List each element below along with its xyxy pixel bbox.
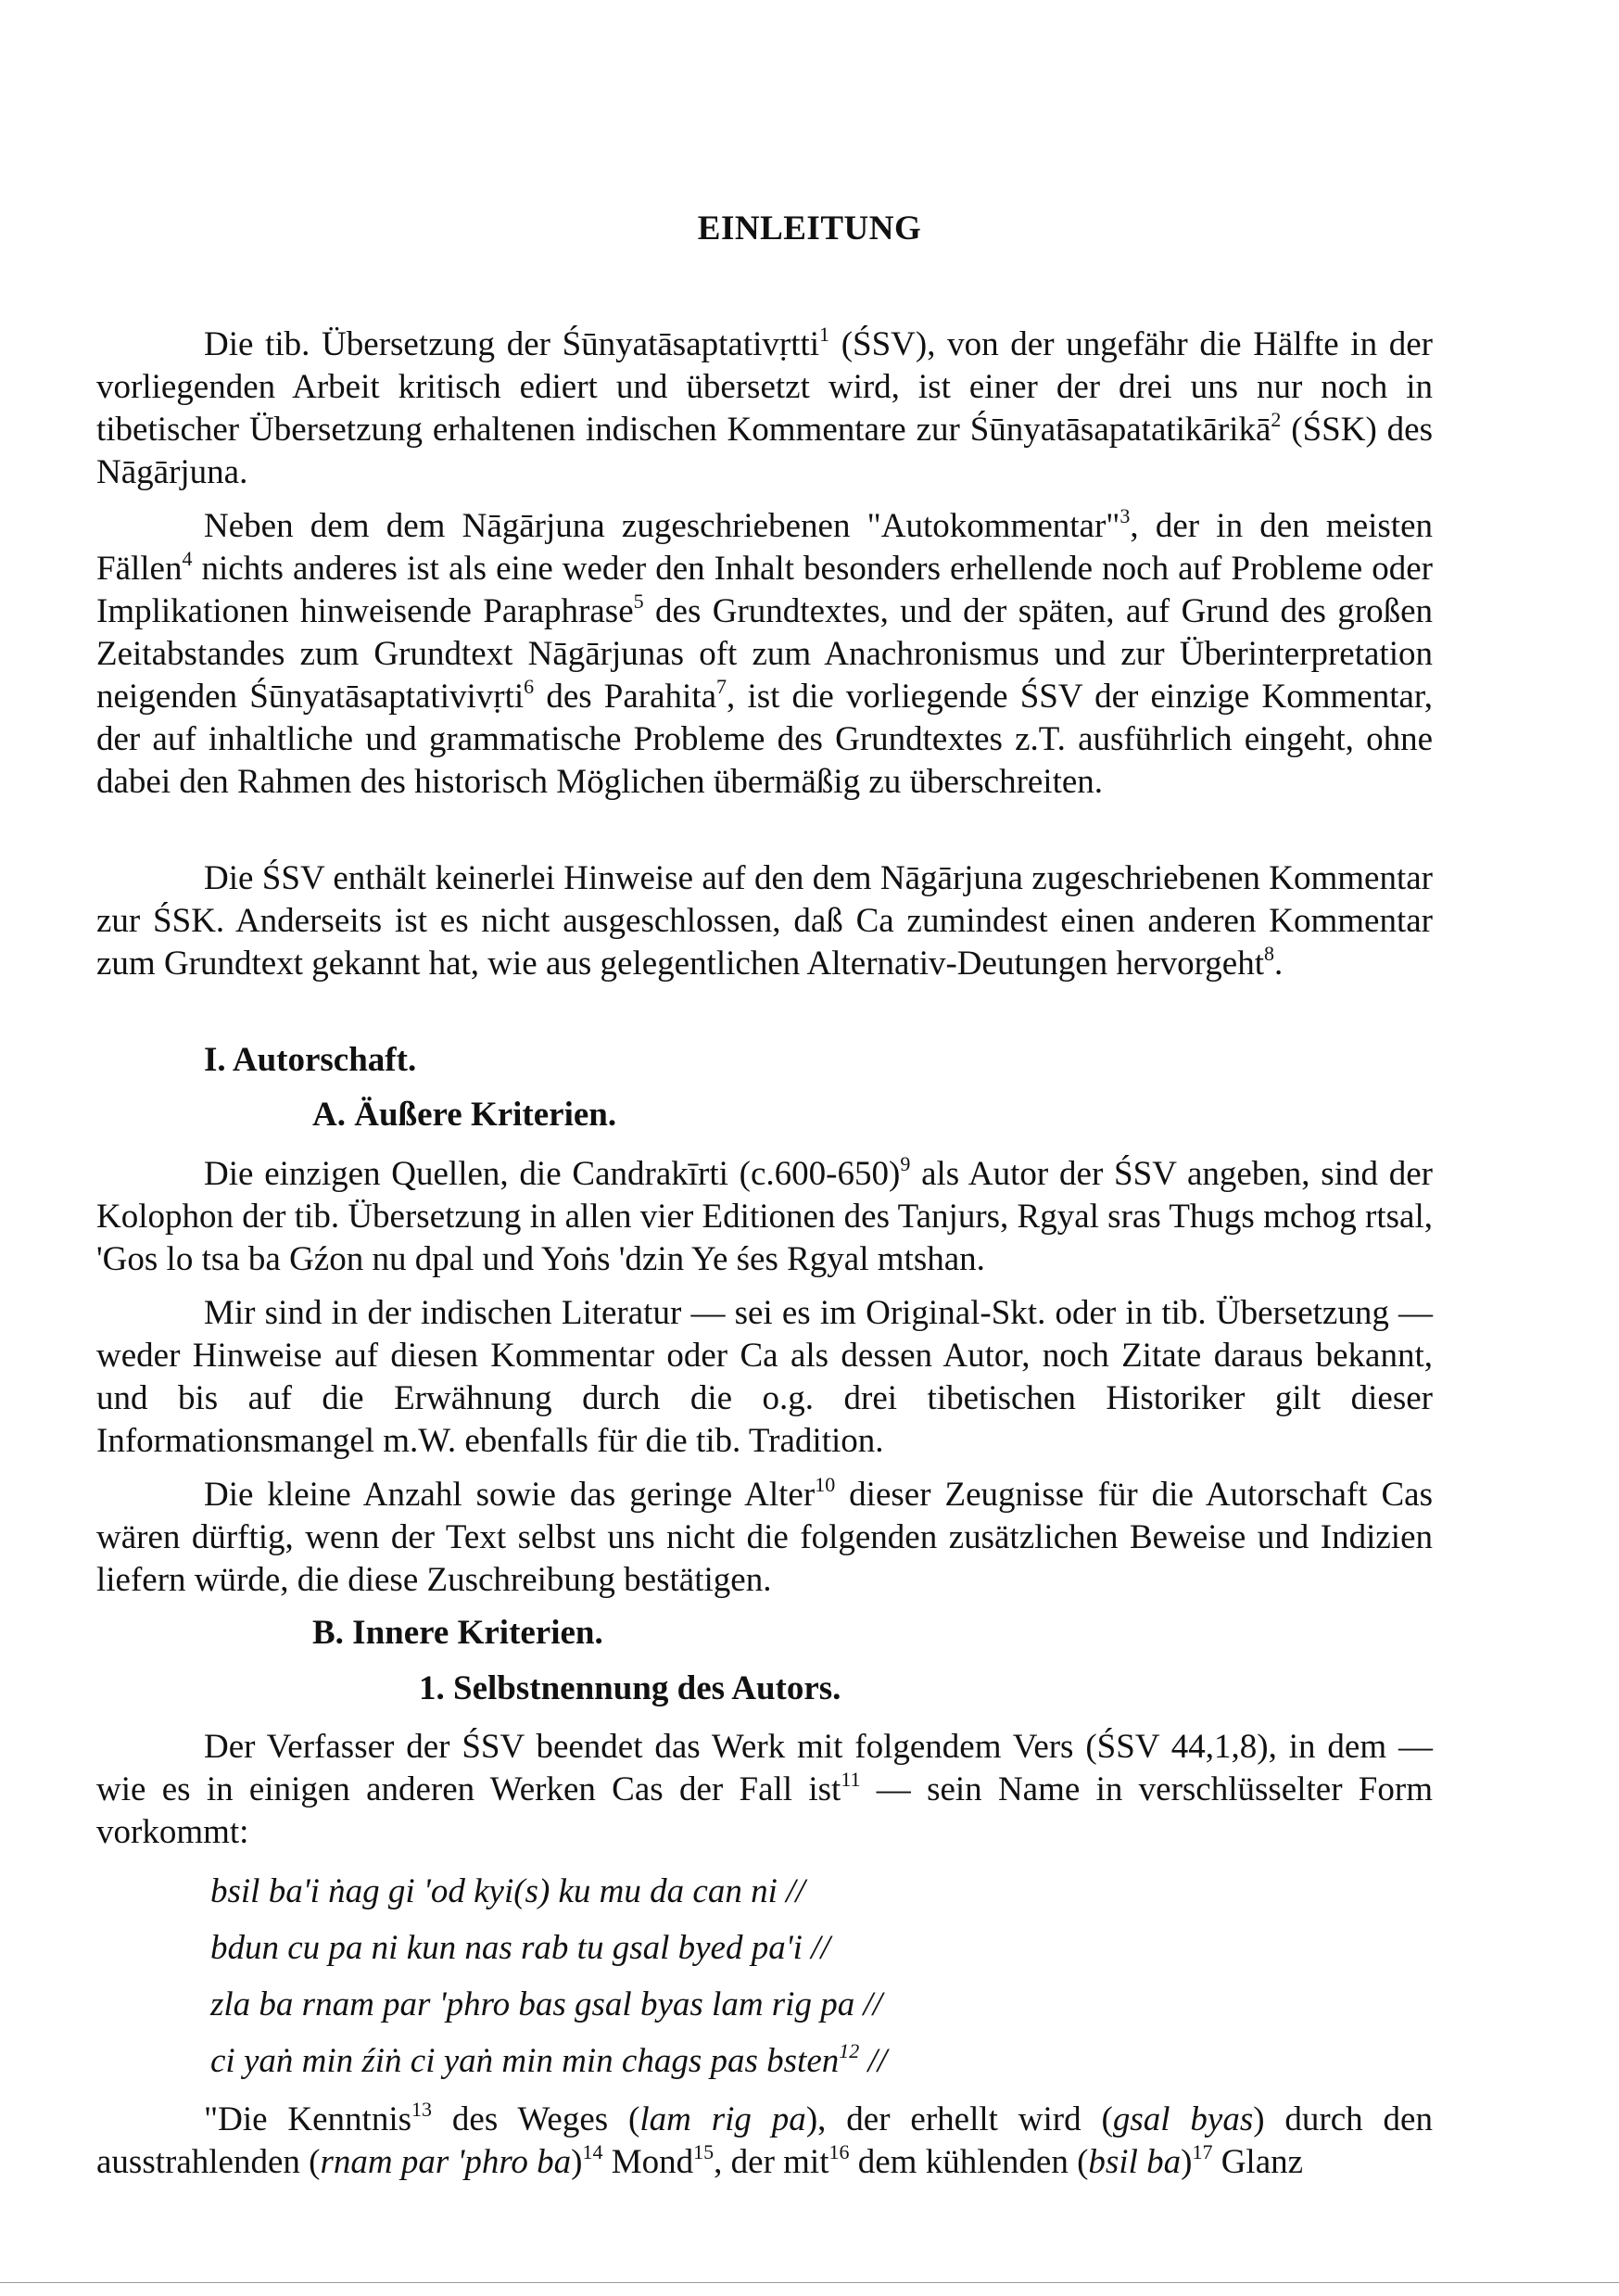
paragraph-1 [96, 323, 1433, 494]
footnote-ref: 13 [411, 2098, 433, 2121]
verse-4-text: ci yaṅ min źiṅ ci yaṅ min min chags pas bsten [210, 2042, 840, 2080]
verse-line-2: bdun cu pa ni kun nas rab tu gsal byed pa'i // [210, 1929, 830, 1967]
footnote-ref: 1 [819, 323, 830, 346]
footnote-ref: 10 [815, 1473, 836, 1496]
p4-text-a: Die einzigen Quellen, die Candrakīrti (c.600-650) [204, 1155, 901, 1193]
p8-tibetan-term: rnam par 'phro ba [320, 2143, 572, 2181]
p8-text-e: ) [571, 2143, 583, 2181]
p7-text-a: Der Verfasser der ŚSV beendet das Werk mit folgendem Vers (ŚSV 44,1,8), in dem — wie es in einigen anderen Werken Cas der Fall ist [96, 1728, 1433, 1808]
footnote-ref: 5 [633, 590, 644, 613]
page-title: EINLEITUNG [697, 209, 922, 247]
paragraph-4 [96, 1153, 1433, 1281]
p8-text-h: dem kühlenden ( [849, 2143, 1089, 2181]
p8-tibetan-term: gsal byas [1112, 2100, 1254, 2138]
p6-text-b: dieser Zeugnisse für die Autorschaft Cas wären dürftig, wenn der Text selbst uns nicht die folgenden zusätzlichen Beweise und Indizien liefern würde, die diese Zuschreibung bestätigen. [96, 1476, 1434, 1599]
footnote-ref: 4 [182, 547, 193, 570]
p4-text-b: als Autor der ŚSV angeben, sind der Kolophon der tib. Übersetzung in allen vier Editionen des Tanjurs, Rgyal sras Thugs mchog rtsal, 'Gos lo tsa ba Gźon nu dpal und Yoṅs 'dzin Ye śes Rgyal mtshan. [96, 1155, 1433, 1278]
bottom-rule [0, 2282, 1619, 2283]
paragraph-2 [96, 505, 1433, 804]
p8-tibetan-term: lam rig pa [639, 2100, 806, 2138]
p2-text-c: nichts anderes ist als eine weder den Inhalt besonders erhellende noch auf Probleme oder Implikationen hinweisende Paraphrase [96, 550, 1433, 630]
p2-text-a: Neben dem dem Nāgārjuna zugeschriebenen "Autokommentar" [204, 507, 1120, 545]
p5-text: Mir sind in der indischen Literatur — sei es im Original-Skt. oder in tib. Übersetzung — weder Hinweise auf diesen Kommentar oder Ca als dessen Autor, noch Zitate daraus bekannt, und bis auf die Erwähnung durch die o.g. drei tibetischen Historiker gilt dieser Informationsmangel m.W. ebenfalls für die tib. Tradition. [96, 1294, 1433, 1460]
paragraph-3 [96, 857, 1433, 985]
p3-text-a: Die ŚSV enthält keinerlei Hinweise auf den dem Nāgārjuna zugeschriebenen Kommentar zur ŚSK. Anderseits ist es nicht ausgeschlossen, daß Ca zumindest einen anderen Kommentar zum Grundtext gekannt hat, wie aus gelegentlichen Alternativ-Deutungen hervorgeht [96, 859, 1433, 983]
footnote-ref: 7 [716, 675, 727, 698]
verse-line-1: bsil ba'i ṅag gi 'od kyi(s) ku mu da can ni // [210, 1872, 805, 1910]
heading-selbstnennung: 1. Selbstnennung des Autors. [419, 1669, 841, 1707]
footnote-ref: 17 [1192, 2140, 1213, 2163]
paragraph-6 [96, 1474, 1433, 1602]
p1-text-b: (ŚSV), von der ungefähr die Hälfte in der vorliegenden Arbeit kritisch ediert und übersetzt wird, ist einer der drei uns nur noch in tibetischer Übersetzung erhaltenen indischen Kommentare zur Śūnyatāsapatatikārikā [96, 325, 1433, 449]
p1-text-c: (ŚSK) des Nāgārjuna. [96, 411, 1433, 491]
footnote-ref: 14 [582, 2140, 603, 2163]
footnote-ref: 2 [1271, 408, 1282, 431]
p8-text-f: Mond [602, 2143, 694, 2181]
paragraph-7 [96, 1726, 1433, 1854]
verse-line-4 [210, 2041, 887, 2081]
p8-text-b: des Weges ( [432, 2100, 640, 2138]
heading-aeussere-kriterien: A. Äußere Kriterien. [312, 1096, 617, 1134]
footnote-ref: 15 [693, 2140, 715, 2163]
paragraph-5 [96, 1292, 1433, 1463]
p7-text-b: — sein Name in verschlüsselter Form vorkommt: [96, 1770, 1433, 1851]
p1-text-a: Die tib. Übersetzung der Śūnyatāsaptativṛtti [204, 325, 820, 363]
footnote-ref: 8 [1264, 942, 1275, 965]
p8-text-d: ) durch den ausstrahlenden ( [96, 2100, 1433, 2181]
p2-text-e: des Parahita [534, 678, 717, 716]
p8-text-g: , der mit [714, 2143, 829, 2181]
p8-text-i: ) [1181, 2143, 1193, 2181]
heading-autorschaft: I. Autorschaft. [204, 1041, 417, 1079]
heading-innere-kriterien: B. Innere Kriterien. [312, 1614, 603, 1652]
footnote-ref: 6 [524, 675, 535, 698]
p2-text-b: , der in den meisten Fällen [96, 507, 1434, 588]
p8-text-c: ), der erhellt wird ( [805, 2100, 1113, 2138]
p2-text-f: , ist die vorliegende ŚSV der einzige Kommentar, der auf inhaltliche und grammatische Probleme des Grundtextes z.T. ausführlich eingeht, ohne dabei den Rahmen des historisch Möglichen übermäßig zu überschreiten. [96, 678, 1433, 801]
p8-text-j: Glanz [1212, 2143, 1304, 2181]
footnote-ref: 12 [839, 2039, 860, 2062]
footnote-ref: 11 [841, 1768, 861, 1791]
footnote-ref: 16 [828, 2140, 850, 2163]
verse-line-3: zla ba rnam par 'phro bas gsal byas lam rig pa // [210, 1985, 883, 2023]
verse-4-end: // [859, 2042, 888, 2080]
paragraph-8 [96, 2099, 1433, 2184]
p3-text-b: . [1274, 945, 1284, 983]
p2-text-d: des Grundtextes, und der späten, auf Grund des großen Zeitabstandes zum Grundtext Nāgārjunas oft zum Anachronismus und zur Überinterpretation neigenden Śūnyatāsaptativivṛti [96, 592, 1433, 716]
footnote-ref: 9 [900, 1152, 911, 1175]
p8-tibetan-term: bsil ba [1088, 2143, 1182, 2181]
p8-text-a: "Die Kenntnis [204, 2100, 412, 2138]
p6-text-a: Die kleine Anzahl sowie das geringe Alter [204, 1476, 816, 1514]
footnote-ref: 3 [1119, 504, 1131, 527]
